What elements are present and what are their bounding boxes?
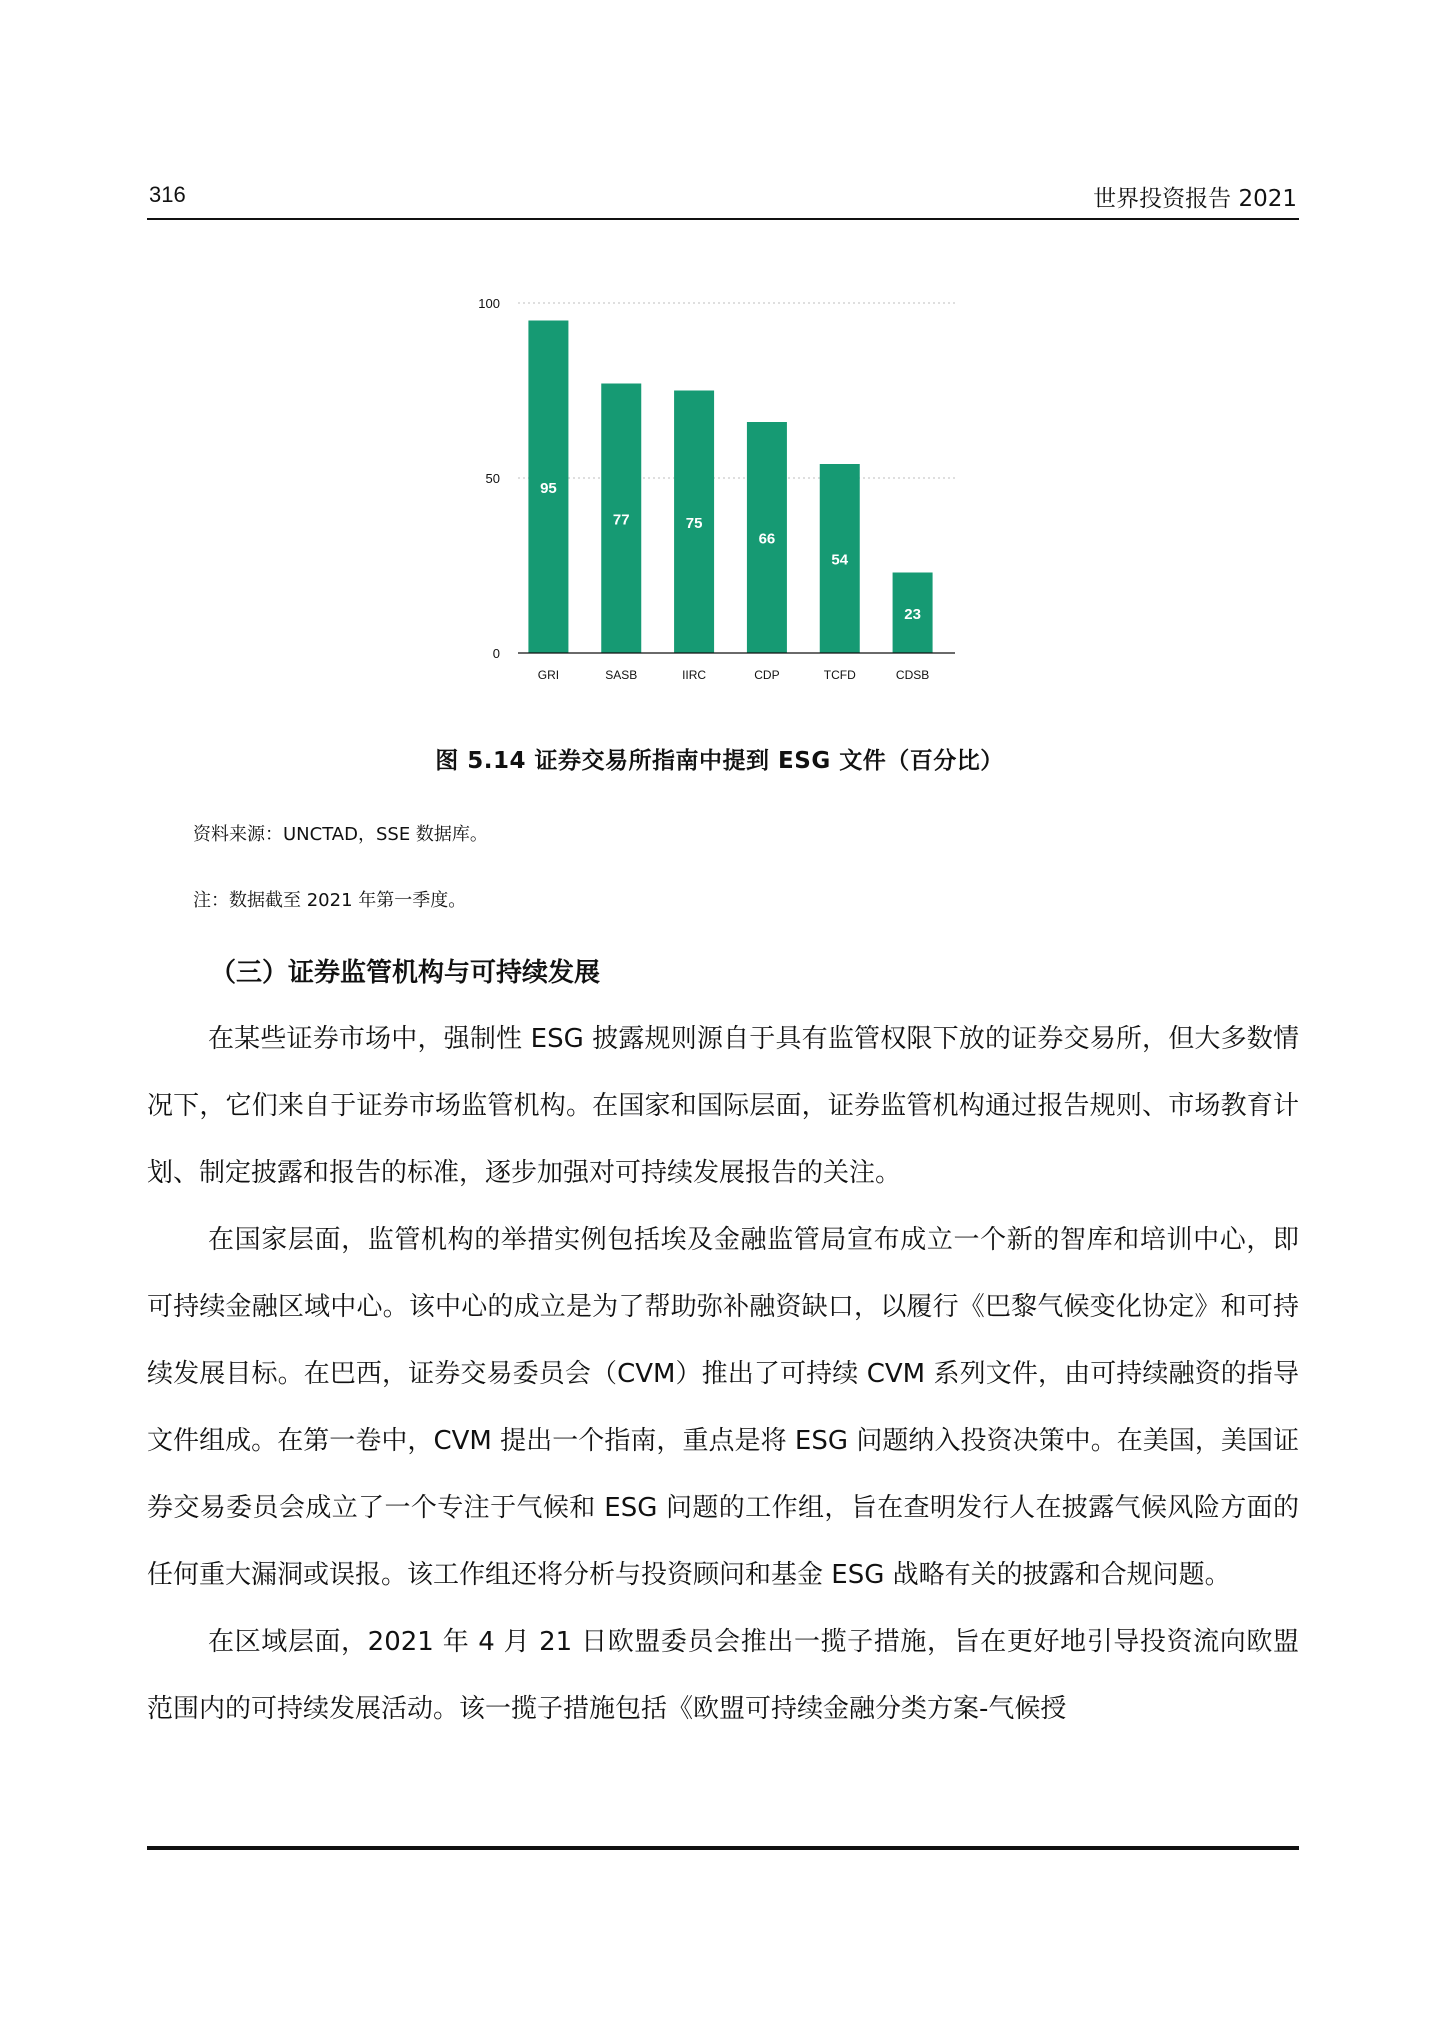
x-tick-label: CDP: [754, 668, 780, 682]
y-tick-label: 100: [478, 296, 500, 311]
page-number: 316: [149, 182, 186, 207]
x-tick-label: TCFD: [823, 668, 856, 682]
data-label: 77: [612, 511, 630, 529]
paragraph: 在区域层面，2021 年 4 月 21 日欧盟委员会推出一揽子措施，旨在更好地引导投资流向欧盟范围内的可持续发展活动。该一揽子措施包括《欧盟可持续金融分类方案-气候授: [147, 1627, 1299, 1724]
figure-caption: 图 5.14 证券交易所指南中提到 ESG 文件（百分比）: [435, 748, 1004, 774]
page-header: [147, 180, 1299, 220]
figure-note: 注：数据截至 2021 年第一季度。: [193, 890, 467, 911]
data-label: 95: [540, 479, 557, 497]
section-heading: （三）证券监管机构与可持续发展: [210, 958, 601, 988]
x-tick-label: SASB: [605, 668, 638, 682]
body-text: [147, 1006, 1299, 1743]
x-tick-label: CDSB: [895, 668, 930, 682]
paragraph: 在国家层面，监管机构的举措实例包括埃及金融监管局宣布成立一个新的智库和培训中心，即可持续金融区域中心。该中心的成立是为了帮助弥补融资缺口，以履行《巴黎气候变化协定》和可持续发展目标。在巴西，证券交易委员会（CVM）推出了可持续 CVM 系列文件，由可持续融资的指导文件组成。在第一卷中，CVM 提出一个指南，重点是将 ESG 问题纳入投资决策中。在美国，美国证券交易委员会成立了一个专注于气候和 ESG 问题的工作组，旨在查明发行人在披露气候风险方面的任何重大漏洞或误报。该工作组还将分析与投资顾问和基金 ESG 战略有关的披露和合规问题。: [147, 1225, 1299, 1590]
data-label: 75: [685, 514, 703, 532]
x-tick-label: IIRC: [682, 668, 707, 682]
data-label: 54: [831, 551, 849, 569]
y-tick-label: 50: [485, 471, 500, 486]
footer-rule: [147, 1846, 1299, 1850]
bar-chart-svg: [450, 285, 970, 695]
running-title: 世界投资报告 2021: [1093, 186, 1297, 212]
bar-chart: [450, 285, 970, 695]
y-tick-label: 0: [492, 646, 500, 661]
figure-source: 资料来源：UNCTAD，SSE 数据库。: [193, 824, 488, 845]
paragraph: 在某些证券市场中，强制性 ESG 披露规则源自于具有监管权限下放的证券交易所，但大多数情况下，它们来自于证券市场监管机构。在国家和国际层面，证券监管机构通过报告规则、市场教育计划、制定披露和报告的标准，逐步加强对可持续发展报告的关注。: [147, 1024, 1299, 1188]
x-tick-label: GRI: [537, 668, 560, 682]
data-label: 66: [758, 530, 776, 548]
data-label: 23: [904, 605, 921, 623]
